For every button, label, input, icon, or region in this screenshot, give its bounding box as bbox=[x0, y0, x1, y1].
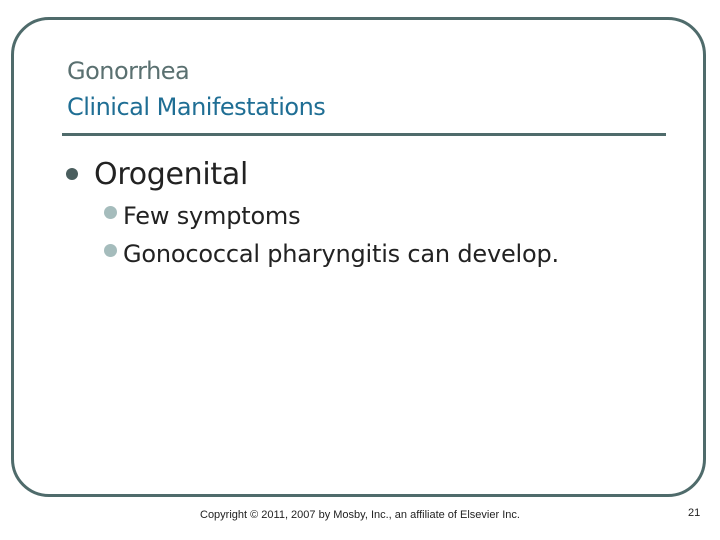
bullet-heading: Orogenital bbox=[94, 157, 248, 192]
title-divider bbox=[62, 133, 666, 136]
page-number: 21 bbox=[688, 507, 701, 519]
sub-bullet-text: Few symptoms bbox=[123, 202, 301, 230]
sub-bullet-icon bbox=[104, 206, 117, 219]
sub-bullet-item bbox=[104, 202, 300, 230]
sub-bullet-icon bbox=[104, 244, 117, 257]
sub-bullet-item bbox=[104, 240, 559, 268]
slide-title-topic: Gonorrhea bbox=[67, 57, 190, 85]
slide-title-subtitle: Clinical Manifestations bbox=[67, 93, 326, 121]
sub-bullet-text: Gonococcal pharyngitis can develop. bbox=[123, 240, 559, 268]
copyright-footer: Copyright © 2011, 2007 by Mosby, Inc., an affiliate of Elsevier Inc. bbox=[200, 509, 520, 521]
bullet-icon bbox=[66, 168, 78, 180]
